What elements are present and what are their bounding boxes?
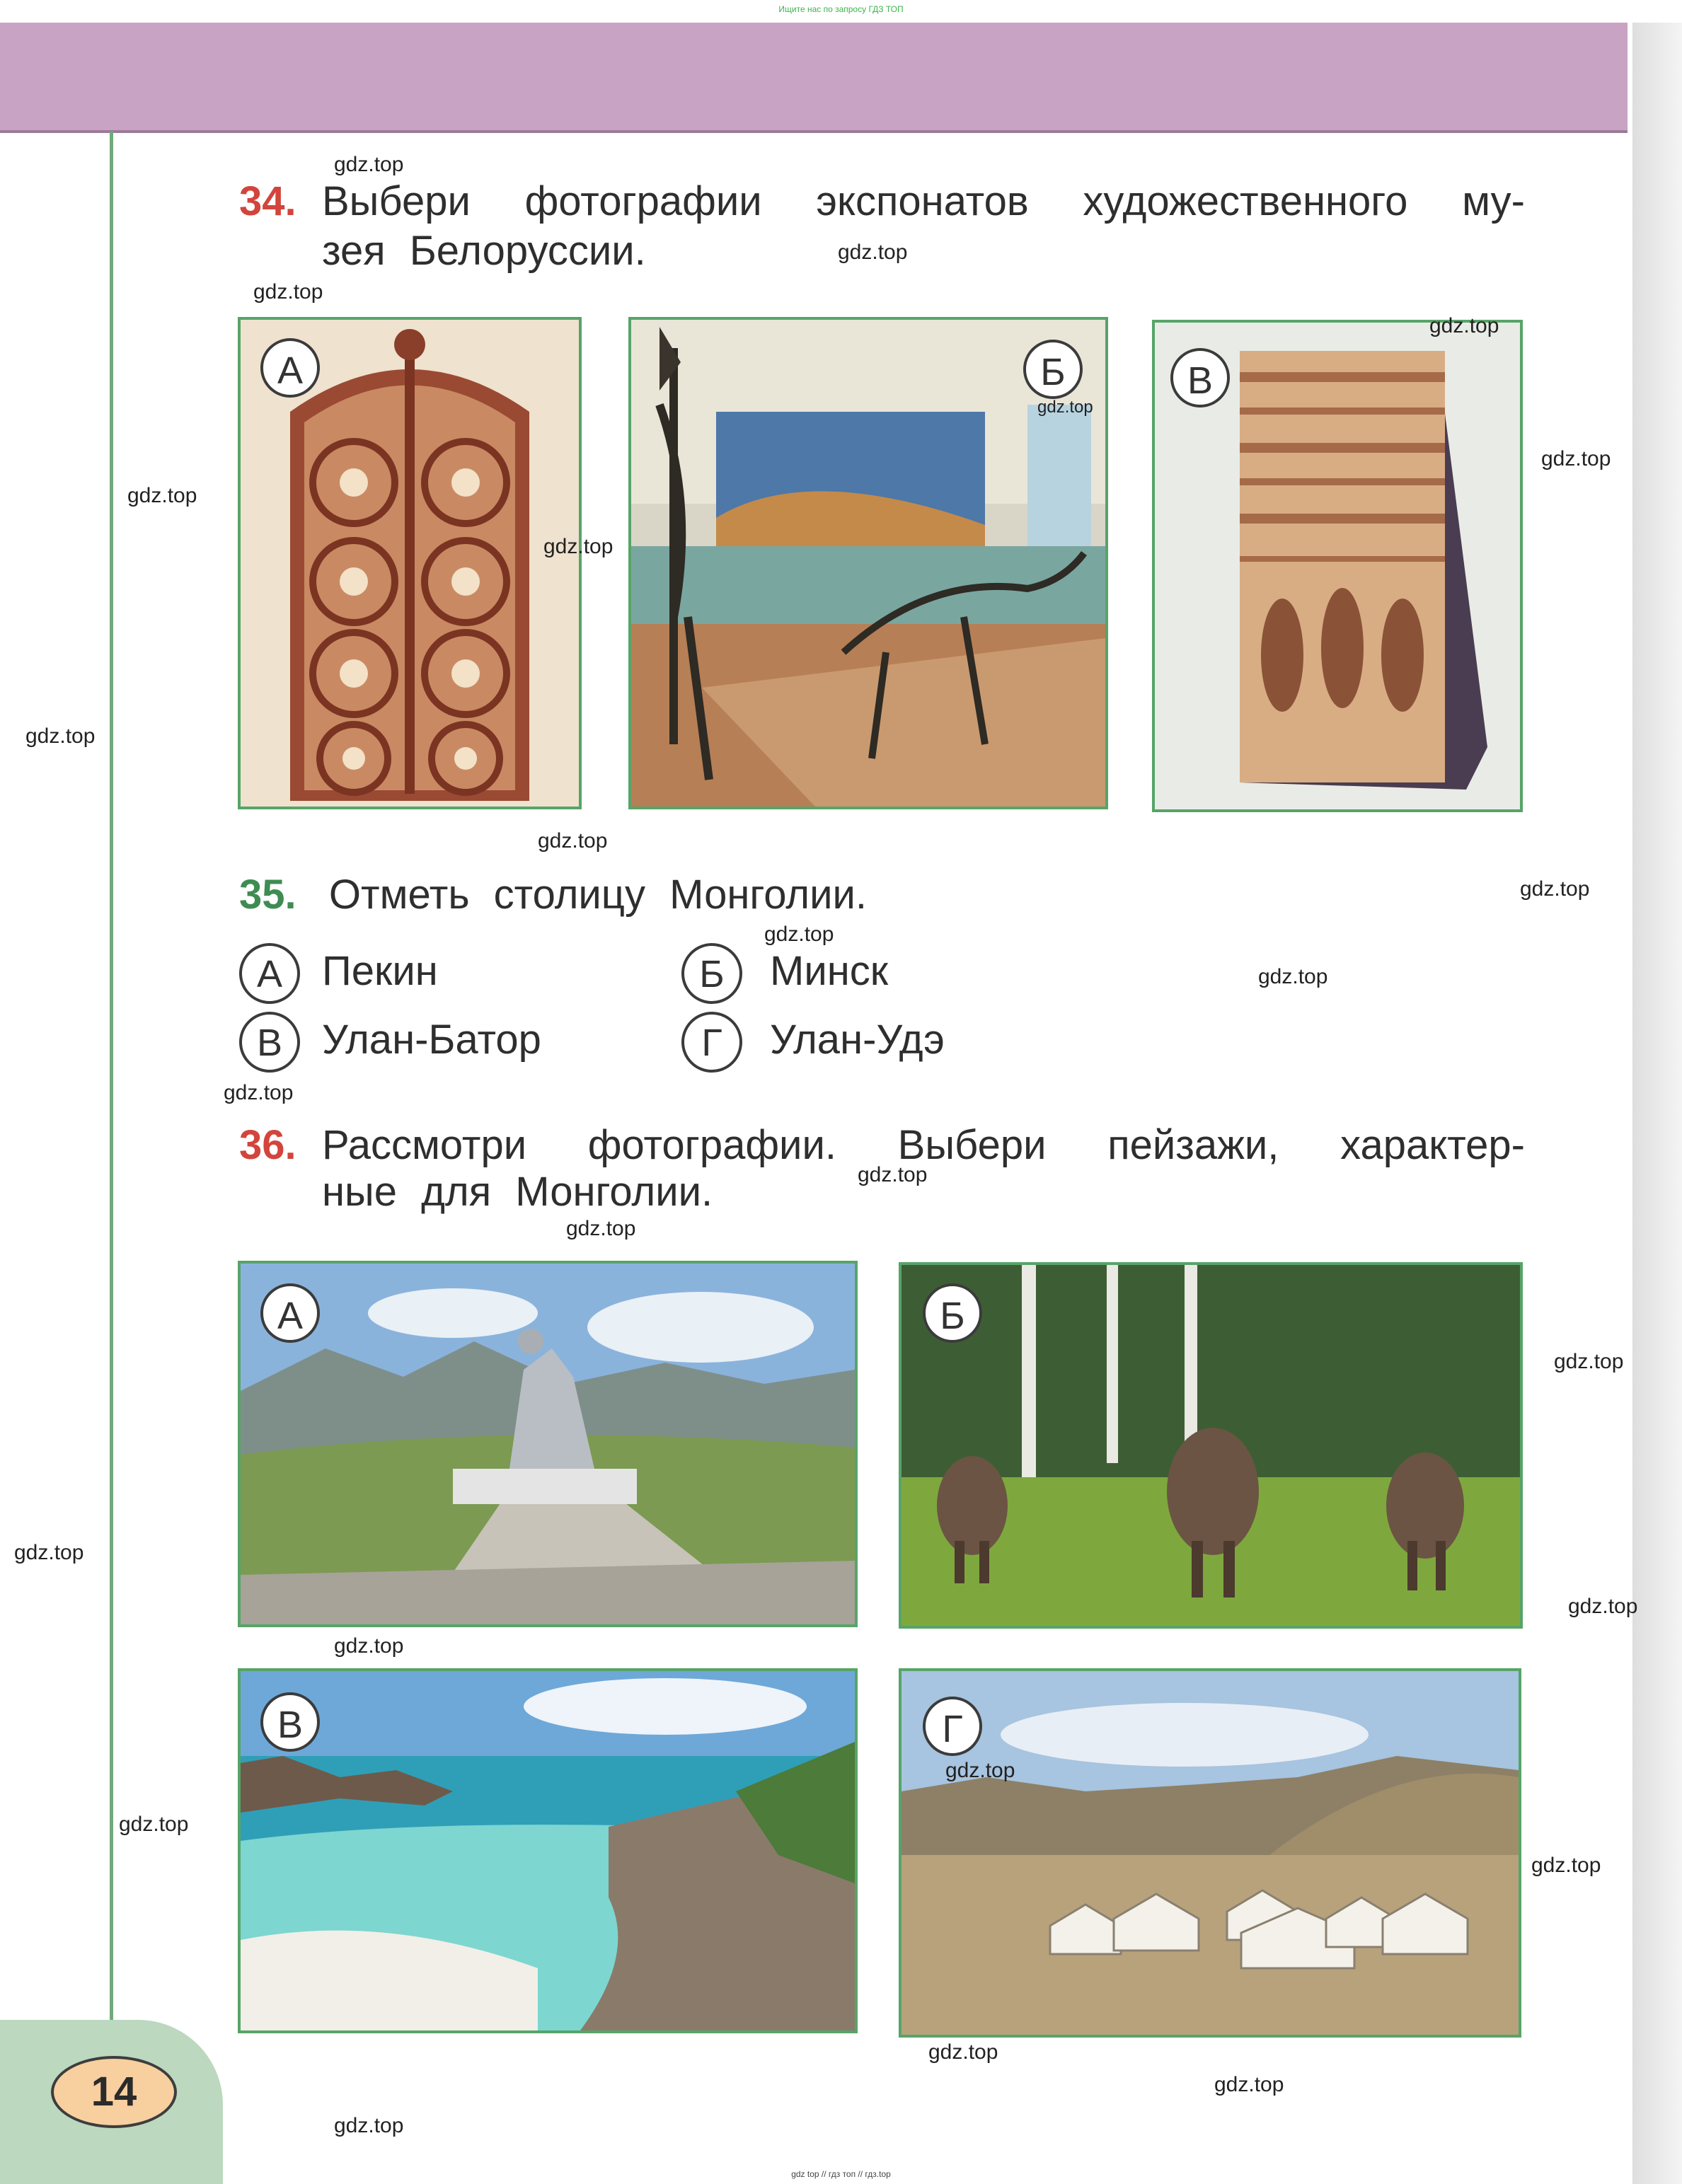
watermark: gdz.top: [1258, 965, 1328, 988]
footer-note: gdz top // гдз топ // гдз.top: [791, 2169, 891, 2179]
watermark: gdz.top: [334, 1634, 404, 1658]
header-band: [0, 23, 1628, 133]
photo-34-a-label: А: [260, 338, 320, 398]
page-spine: [1632, 23, 1682, 2184]
watermark: gdz.top: [566, 1217, 636, 1240]
question-34-line2: зея Белоруссии.: [322, 228, 646, 274]
watermark: gdz.top: [538, 829, 608, 853]
question-36-number-wrap: [239, 1122, 296, 1169]
watermark: gdz.top: [858, 1163, 928, 1186]
photo-36-v-label: В: [260, 1692, 320, 1752]
watermark: gdz.top: [1429, 314, 1499, 337]
photo-34-b-label: Б: [1023, 340, 1083, 399]
watermark: gdz.top: [119, 1813, 189, 1836]
photo-34-v[interactable]: [1152, 320, 1523, 812]
watermark: gdz.top: [127, 484, 197, 507]
bison-meadow-photo: [902, 1265, 1520, 1626]
watermark: gdz.top: [1037, 398, 1093, 417]
watermark: gdz.top: [1541, 447, 1611, 470]
watermark: gdz.top: [1568, 1595, 1638, 1618]
question-35-number: 35.: [239, 872, 296, 918]
watermark: gdz.top: [253, 280, 323, 304]
question-35-text: Отметь столицу Монголии.: [328, 872, 868, 918]
page-number: 14: [51, 2056, 177, 2128]
question-36-number: 36.: [239, 1122, 296, 1168]
watermark: gdz.top: [928, 2040, 998, 2064]
question-34-line1: Выбери фотографии экспонатов художественного му-: [322, 178, 1525, 224]
question-34-number: 34.: [239, 178, 296, 224]
watermark: gdz.top: [224, 1081, 294, 1104]
watermark: gdz.top: [14, 1541, 84, 1564]
watermark: gdz.top: [1554, 1350, 1624, 1373]
photo-34-v-label: В: [1170, 348, 1230, 408]
option-35-b-badge[interactable]: Б: [681, 943, 742, 1004]
watermark: gdz.top: [334, 2114, 404, 2137]
equestrian-statue-photo: [241, 1264, 855, 1624]
option-35-v-text: Улан-Батор: [322, 1017, 541, 1063]
watermark: gdz.top: [543, 535, 614, 558]
top-note: Ищите нас по запросу ГДЗ ТОП: [778, 4, 904, 14]
watermark: gdz.top: [1531, 1854, 1601, 1877]
watermark: gdz.top: [945, 1759, 1015, 1782]
photo-36-a[interactable]: [238, 1261, 858, 1627]
watermark: gdz.top: [334, 153, 404, 176]
option-35-a-badge[interactable]: А: [239, 943, 300, 1004]
option-35-b-text: Минск: [770, 948, 889, 994]
watermark: gdz.top: [1214, 2073, 1284, 2096]
question-35: [239, 872, 867, 918]
yurts-steppe-photo: [902, 1671, 1519, 2035]
question-36-line2: ные для Монголии.: [322, 1169, 713, 1215]
photo-36-g-label: Г: [923, 1697, 982, 1756]
watermark: gdz.top: [1520, 877, 1590, 901]
option-35-v-badge[interactable]: В: [239, 1012, 300, 1073]
option-35-a-text: Пекин: [322, 948, 438, 994]
margin-line: [110, 132, 113, 2070]
photo-36-b[interactable]: [899, 1262, 1523, 1629]
question-36-line1: Рассмотри фотографии. Выбери пейзажи, характер-: [322, 1122, 1525, 1168]
photo-34-b[interactable]: [628, 317, 1108, 809]
photo-34-a[interactable]: [238, 317, 582, 809]
watermark: gdz.top: [764, 923, 834, 946]
photo-36-a-label: А: [260, 1283, 320, 1343]
photo-36-g[interactable]: [899, 1668, 1521, 2038]
watermark: gdz.top: [25, 724, 96, 748]
option-35-g-badge[interactable]: Г: [681, 1012, 742, 1073]
photo-36-v[interactable]: [238, 1668, 858, 2033]
watermark: gdz.top: [838, 241, 908, 264]
option-35-g-text: Улан-Удэ: [770, 1017, 945, 1063]
photo-36-b-label: Б: [923, 1283, 982, 1343]
sea-coast-photo: [241, 1671, 855, 2030]
